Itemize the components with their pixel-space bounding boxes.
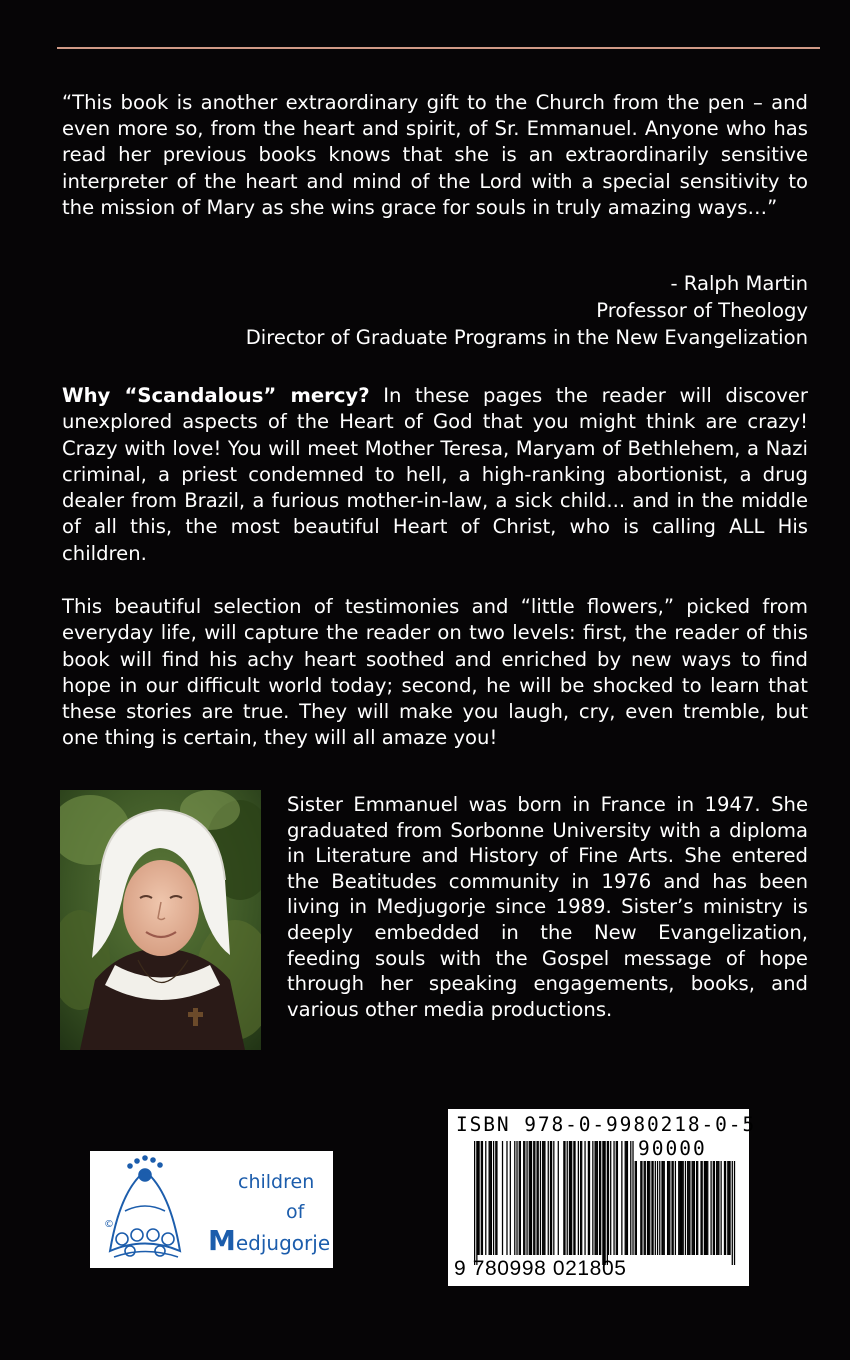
barcode-bar	[594, 1141, 595, 1255]
logo-line-of: of	[286, 1201, 305, 1223]
barcode-bar	[496, 1141, 497, 1255]
price-code: 90000	[638, 1137, 707, 1160]
barcode-bar	[627, 1141, 628, 1255]
barcode-bar	[613, 1141, 614, 1255]
barcode-bar	[514, 1141, 515, 1255]
barcode-bar	[476, 1141, 477, 1265]
barcode-bar	[531, 1141, 532, 1255]
intro-text: In these pages the reader will discover unexplored aspects of the Heart of God that you might think are crazy! Crazy with love! You will meet Mother Teresa, Maryam of Bethlehem, a Nazi criminal, a priest condemned to hell, a high-ranking abortionist, a drug dealer from Brazil, a furious mother-in-law, a sick child... and in the middle of all this, the most beautiful Heart of Christ, who is calling ALL His children.	[62, 384, 808, 565]
barcode-bar	[564, 1141, 565, 1255]
author-photo	[60, 790, 261, 1050]
copyright-mark: ©	[104, 1219, 114, 1230]
barcode-bar	[543, 1141, 544, 1255]
barcode-bar	[478, 1141, 479, 1255]
endorser-title: Professor of Theology	[596, 299, 808, 322]
barcode-bar	[538, 1141, 539, 1255]
endorsement-quote: “This book is another extraordinary gift to the Church from the pen – and even more so, from the heart and spirit, of Sr. Emmanuel. Anyone who has read her previous books knows that she is an extraordinarily sensitive interpreter of the heart and mind of the Lord with a special sensitivity to the mission of Mary as she wins grace for souls in truly amazing ways…”	[62, 91, 808, 219]
barcode-bar	[589, 1141, 590, 1255]
barcode-bar	[477, 1141, 478, 1255]
barcode-bar	[558, 1141, 559, 1255]
barcode-bar	[520, 1141, 521, 1255]
barcode-bar	[596, 1141, 597, 1255]
barcode-bar	[608, 1141, 609, 1255]
barcode-bar	[526, 1141, 527, 1255]
barcode-bar	[597, 1141, 598, 1255]
barcode-bar	[569, 1141, 570, 1255]
barcode-bar	[510, 1141, 511, 1255]
barcode-bar	[571, 1141, 572, 1255]
endorser-name: - Ralph Martin	[670, 272, 808, 295]
barcode-bar	[588, 1141, 589, 1255]
ean-digits: 9 780998 021805	[454, 1257, 627, 1280]
barcode-bar	[625, 1141, 626, 1255]
barcode-bar	[574, 1141, 575, 1255]
barcode-bar	[626, 1141, 627, 1255]
barcode-bar	[495, 1141, 496, 1255]
author-bio: Sister Emmanuel was born in France in 1947. She graduated from Sorbonne University with a diploma in Literature and History of Fine Arts. She entered the Beatitudes community in 1976 and has been living in Medjugorje since 1989. Sister’s ministry is deeply embedded in the New Evangelization, feeding souls with the Gospel message of hope through her speaking engagements, books, and various other media productions.	[287, 793, 808, 1021]
barcode-bar	[573, 1141, 574, 1255]
barcode-bar	[506, 1141, 507, 1255]
barcode-bar	[485, 1141, 486, 1255]
logo-medjugorje-rest: edjugorje	[235, 1231, 331, 1255]
barcode-bar	[550, 1141, 551, 1255]
barcode-bar	[602, 1141, 603, 1265]
barcode-bar	[536, 1141, 537, 1255]
barcode-bar	[482, 1141, 483, 1255]
isbn-barcode	[448, 1109, 757, 1286]
barcode-bar	[563, 1141, 564, 1255]
intro-lead: Why “Scandalous” mercy?	[62, 384, 370, 407]
barcode-bar	[524, 1141, 525, 1255]
barcode-bar	[542, 1141, 543, 1255]
barcode-bar	[533, 1141, 534, 1255]
barcode-bar	[580, 1141, 581, 1255]
barcode-bar	[621, 1141, 622, 1255]
barcode-bar	[607, 1141, 608, 1265]
barcode-bar	[603, 1141, 604, 1265]
barcode-bar	[490, 1141, 491, 1255]
barcode-bar	[519, 1141, 520, 1255]
barcode-bar	[530, 1141, 531, 1255]
logo-m-initial: M	[208, 1224, 236, 1257]
barcode-bar	[516, 1141, 517, 1255]
barcode-bar	[617, 1141, 618, 1255]
author-portrait-illustration	[60, 790, 261, 1050]
barcode-bar	[592, 1141, 593, 1255]
barcode-bar	[540, 1141, 541, 1255]
barcode-bar	[551, 1141, 552, 1255]
barcode-bar	[584, 1141, 585, 1255]
endorsement-attribution	[62, 270, 808, 351]
barcode-bar	[630, 1141, 631, 1255]
barcode-bar	[599, 1141, 600, 1255]
barcode-bar	[616, 1141, 617, 1255]
barcode-bar	[581, 1141, 582, 1255]
selection-paragraph: This beautiful selection of testimonies and “little flowers,” picked from everyday life, will capture the reader on two levels: first, the reader of this book will find his achy heart soothed and enriched by new ways to find hope in our difficult world today; second, he will be shocked to learn that these stories are true. They will make you laugh, cry, even tremble, but one thing is certain, they will all amaze you!	[62, 595, 808, 750]
barcode-bar	[489, 1141, 490, 1255]
barcode-bar	[548, 1141, 549, 1255]
barcode-bar	[523, 1141, 524, 1255]
barcode-bar	[567, 1141, 568, 1255]
barcode-bar	[534, 1141, 535, 1255]
barcode-bar	[570, 1141, 571, 1255]
endorser-position: Director of Graduate Programs in the New Evangelization	[245, 326, 808, 349]
logo-line-children: children	[238, 1171, 315, 1193]
barcode-bar	[610, 1141, 611, 1255]
top-divider-rule	[57, 47, 820, 49]
barcode-bar	[491, 1141, 492, 1255]
barcode-bar	[578, 1141, 579, 1255]
isbn-number: ISBN 978-0-9980218-0-5	[456, 1113, 757, 1136]
barcode-bar	[529, 1141, 530, 1255]
logo-line-medjugorje	[208, 1224, 331, 1257]
barcode-bar	[493, 1141, 494, 1255]
publisher-logo	[90, 1151, 333, 1268]
barcode-bar	[553, 1141, 554, 1255]
barcode-bar	[632, 1141, 633, 1255]
barcode-bar	[502, 1141, 503, 1255]
barcode-bar	[605, 1141, 606, 1265]
barcode-bar	[474, 1141, 475, 1265]
barcode-bar	[544, 1141, 545, 1255]
intro-paragraph	[62, 383, 808, 567]
barcode-bar	[481, 1141, 482, 1255]
barcode-bar	[600, 1141, 601, 1255]
